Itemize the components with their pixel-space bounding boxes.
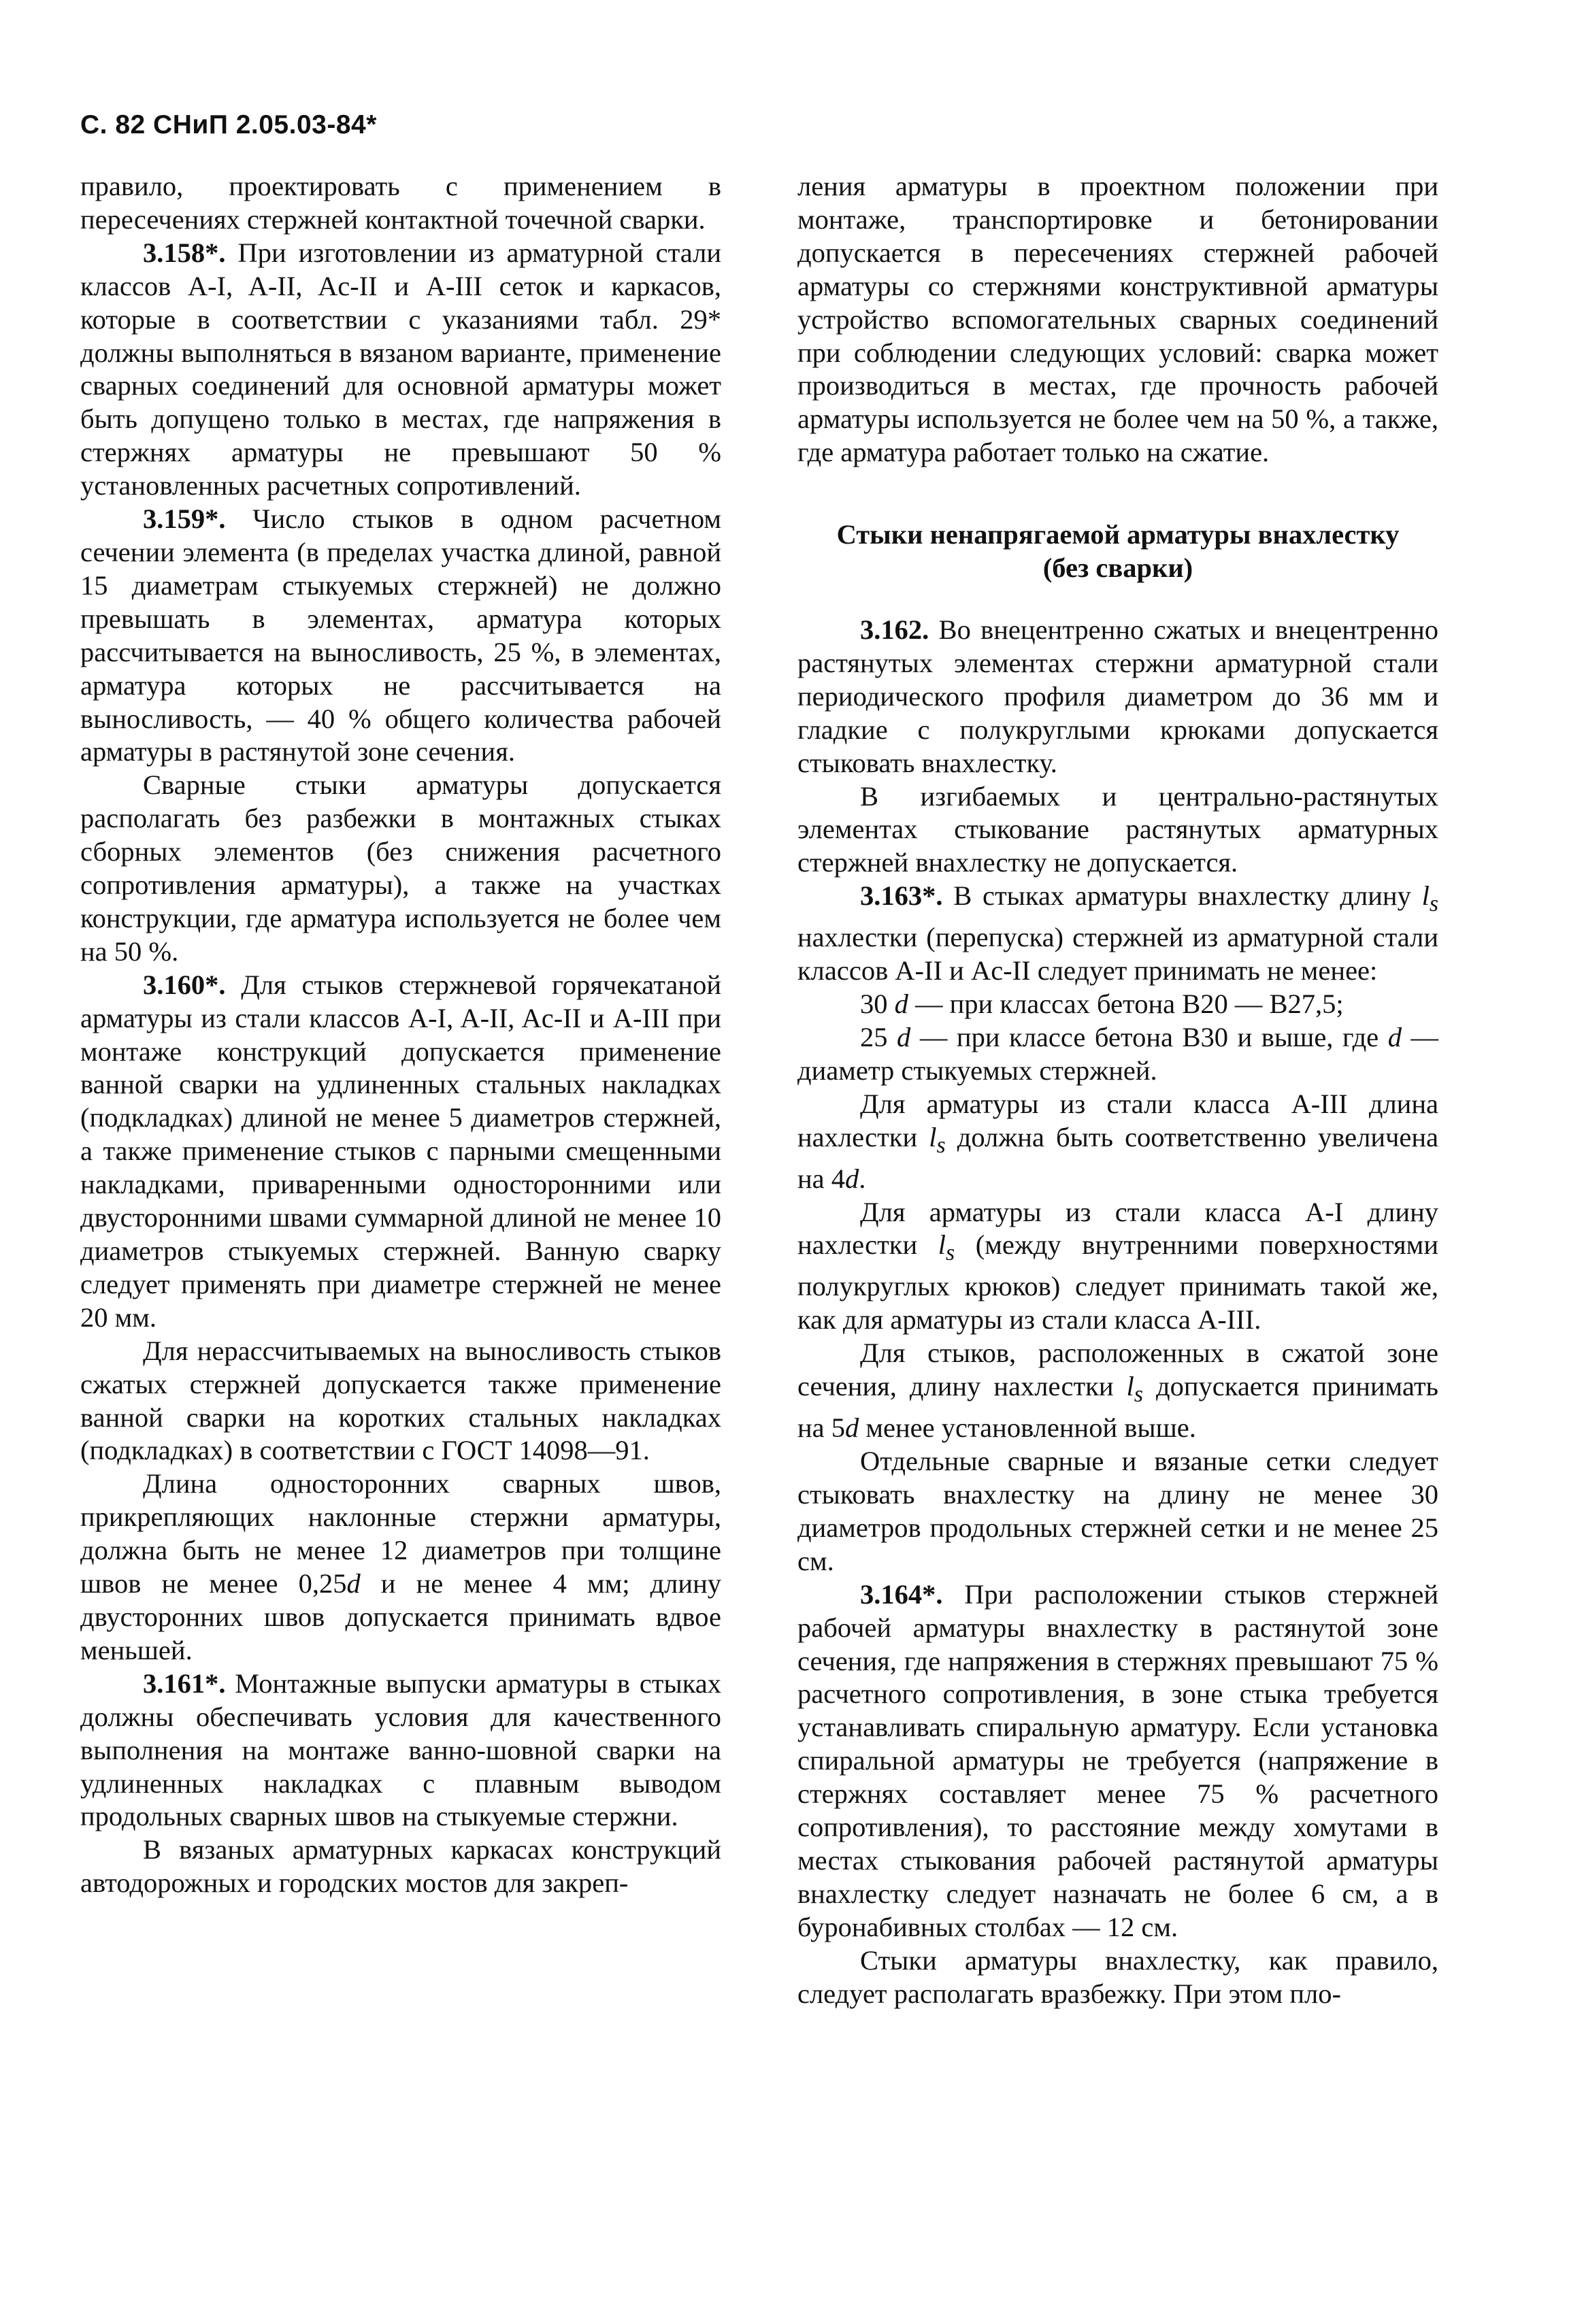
paragraph: 25 d — при классе бетона В30 и выше, где d — диаметр стыкуемых стержней. [797,1021,1438,1086]
paragraph: Для арматуры из стали класса A-III длина нахлестки $l_s$ должна быть соответственно увеличена на 4d. [797,1088,1438,1194]
clause-3-159: 3.159*. Число стыков в одном расчетном сечении элемента (в пределах участка длиной, равной 15 диаметрам стыкуемых стержней) не должно превышать в элементах, арматура которых рассчитывается на выносливость, 25 %, в элементах, арматура которых не рассчитывается на выносливость, — 40 % общего количества рабочей арматуры в растянутой зоне сечения. [80,503,721,767]
clause-number: 3.164*. [860,1578,943,1610]
clause-3-162: 3.162. Во внецентренно сжатых и внецентренно растянутых элементах стержни арматурной стали периодического профиля диаметром до 36 мм и гладкие с полукруглыми крюками допускается стыковать внахлестку. [797,614,1438,778]
paragraph: Для арматуры из стали класса A-I длину нахлестки $l_s$ (между внутренними поверхностями полукруглых крюков) следует принимать такой же, как для арматуры из стали класса A-III. [797,1196,1438,1335]
clause-number: 3.163*. [860,880,943,912]
paragraph-continuation: ления арматуры в проектном положении при монтаже, транспортировке и бетонировании допускается в пересечениях стержней рабочей арматуры со стержнями конструктивной арматуры устройство вспомогательных сварных соединений при соблюдении следующих условий: сварка может производиться в местах, где прочность рабочей арматуры используется не более чем на 50 %, а также, где арматура работает только на сжатие. [797,171,1438,468]
paragraph: Сварные стыки арматуры допускается располагать без разбежки в монтажных стыках сборных элементов (без снижения расчетного сопротивления арматуры), а также на участках конструкции, где арматура используется не более чем на 50 %. [80,769,721,967]
clause-3-161: 3.161*. Монтажные выпуски арматуры в стыках должны обеспечивать условия для качественного выполнения на монтаже ванно-шовной сварки на удлиненных накладках с плавным выводом продольных сварных швов на стыкуемые стержни. [80,1667,721,1832]
clause-3-160: 3.160*. Для стыков стержневой горячекатаной арматуры из стали классов A-I, A-II, Ac-II и A-III при монтаже конструкций допускается применение ванной сварки на удлиненных стальных накладках (подкладках) длиной не менее 5 диаметров стержней, а также применение стыков с парными смещенными накладками, приваренными односторонними или двусторонними швами суммарной длиной не менее 10 диаметров стыкуемых стержней. Ванную сварку следует применять при диаметре стержней не менее 20 мм. [80,969,721,1333]
clause-number: 3.162. [860,614,929,645]
paragraph: В изгибаемых и центрально-растянутых элементах стыкование растянутых арматурных стержней внахлестку не допускается. [797,780,1438,878]
right-column [797,170,1438,2011]
paragraph: Длина односторонних сварных швов, прикрепляющих наклонные стержни арматуры, должна быть не менее 12 диаметров при толщине швов не менее 0,25d и не менее 4 мм; длину двусторонних швов допускается принимать вдвое меньшей. [80,1468,721,1665]
paragraph: Стыки арматуры внахлестку, как правило, следует располагать вразбежку. При этом пло- [797,1944,1438,2009]
clause-number: 3.160*. [143,969,226,1000]
paragraph: 30 d — при классах бетона В20 — В27,5; [860,989,1344,1020]
left-column [80,170,721,1900]
section-heading: Стыки ненапрягаемой арматуры внахлестку (без сварки) [836,519,1400,584]
clause-3-158: 3.158*. При изготовлении из арматурной стали классов A-I, A-II, Ac-II и A-III сеток и каркасов, которые в соответствии с указаниями табл. 29* должны выполняться в вязаном варианте, применение сварных соединений для основной арматуры может быть допущено только в местах, где напряжения в стержнях арматуры не превышают 50 % установленных расчетных сопротивлений. [80,237,721,501]
clause-number: 3.159*. [143,503,226,535]
clause-3-163: 3.163*. В стыках арматуры внахлестку длину $l_s$ нахлестки (перепуска) стержней из арматурной стали классов A-II и Ac-II следует принимать не менее: [797,880,1438,986]
clause-number: 3.158*. [143,237,226,268]
running-header: С. 82 СНиП 2.05.03-84* [80,110,377,139]
clause-number: 3.161*. [143,1667,226,1699]
paragraph: Отдельные сварные и вязаные сетки следует стыковать внахлестку на длину не менее 30 диаметров продольных стержней сетки и не менее 25 см. [797,1446,1438,1576]
paragraph-continuation: правило, проектировать с применением в пересечениях стержней контактной точечной сварки. [80,171,721,235]
paragraph: Для стыков, расположенных в сжатой зоне сечения, длину нахлестки $l_s$ допускается принимать на 5d менее установленной выше. [797,1338,1438,1444]
paragraph: Для нерассчитываемых на выносливость стыков сжатых стержней допускается также применение ванной сварки на коротких стальных накладках (подкладках) в соответствии с ГОСТ 14098—91. [80,1335,721,1466]
clause-3-164: 3.164*. При расположении стыков стержней рабочей арматуры внахлестку в растянутой зоне сечения, где напряжения в стержнях превышают 75 % расчетного сопротивления, в зоне стыка требуется устанавливать спиральную арматуру. Если установка спиральной арматуры не требуется (напряжение в стержнях составляет менее 75 % расчетного сопротивления), то расстояние между хомутами в местах стыкования рабочей растянутой арматуры внахлестку следует назначать не более 6 см, а в буронабивных столбах — 12 см. [797,1578,1438,1942]
paragraph: В вязаных арматурных каркасах конструкций автодорожных и городских мостов для закреп- [80,1834,721,1899]
